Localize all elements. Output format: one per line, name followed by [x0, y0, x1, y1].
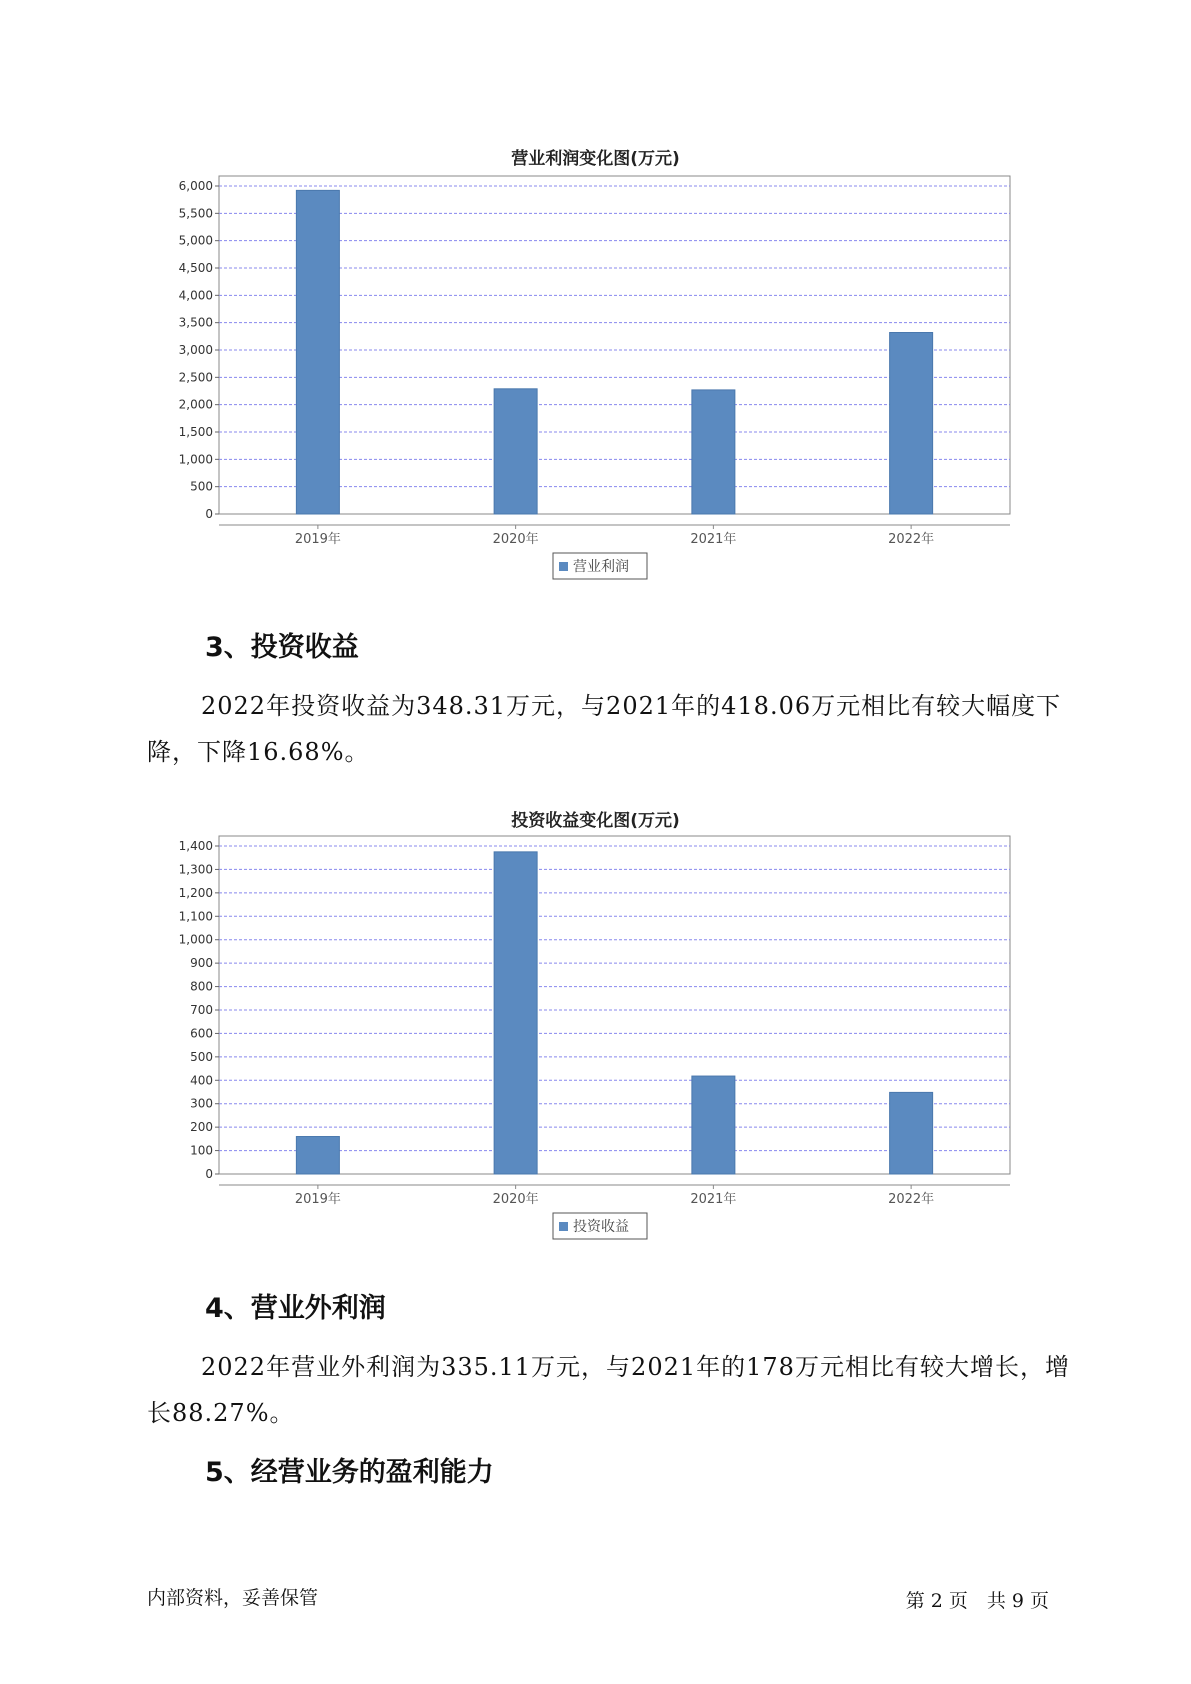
chart2-xtick-label: 2022年	[888, 1192, 935, 1207]
page-number	[903, 1586, 1052, 1613]
chart2-ytick-label: 1,200	[178, 885, 213, 900]
chart1-ytick-label: 2,000	[178, 397, 213, 412]
chart2-ytick-label: 400	[190, 1073, 213, 1088]
chart1-ytick-label: 500	[190, 479, 213, 494]
section-5-heading: 5、经营业务的盈利能力	[205, 1457, 494, 1488]
chart1-ytick-label: 3,500	[178, 315, 213, 330]
chart2-title: 投资收益变化图(万元)	[511, 811, 680, 831]
chart1-ytick-label: 6,000	[178, 179, 213, 193]
chart1-bar	[890, 333, 933, 514]
chart2-ytick-label: 1,000	[178, 932, 213, 947]
chart2-ytick-label: 1,400	[178, 839, 213, 853]
chart1-ytick-label: 4,000	[178, 288, 213, 303]
chart2-ytick-label: 1,300	[178, 862, 213, 877]
chart2-bar	[494, 852, 537, 1174]
chart1-xtick-label: 2022年	[888, 532, 935, 547]
chart1-xtick-label: 2020年	[492, 532, 539, 547]
chart2-ytick-label: 900	[190, 956, 213, 971]
chart2-ytick-label: 1,100	[178, 909, 213, 924]
chart1-bar	[296, 190, 339, 514]
chart2-ytick-label: 500	[190, 1049, 213, 1064]
chart2-ytick-label: 700	[190, 1003, 213, 1017]
chart2-ytick-label: 600	[190, 1026, 213, 1041]
chart2-ytick-label: 100	[190, 1143, 213, 1158]
chart1-legend-label: 营业利润	[573, 559, 629, 575]
chart2-bar	[890, 1092, 933, 1174]
chart1-ytick-label: 1,500	[178, 425, 213, 439]
investment-income-chart	[0, 830, 1191, 1290]
section-3-heading: 3、投资收益	[205, 632, 359, 663]
chart1-xtick-label: 2019年	[294, 532, 341, 547]
chart1-xtick-label: 2021年	[690, 532, 737, 547]
chart1-ytick-label: 3,000	[178, 343, 213, 357]
chart1-title: 营业利润变化图(万元)	[511, 149, 680, 169]
chart2-bar	[692, 1076, 735, 1174]
section-3-paragraph: 2022年投资收益为348.31万元，与2021年的418.06万元相比有较大幅度下降，下降16.68%。	[147, 692, 1062, 766]
chart1-ytick-label: 4,500	[178, 261, 213, 275]
page-prefix: 第	[905, 1590, 925, 1612]
chart2-xtick-label: 2019年	[294, 1192, 341, 1207]
chart1-bar	[692, 390, 735, 514]
chart2-ytick-label: 200	[190, 1120, 213, 1135]
page-mid: 页 共	[948, 1590, 1006, 1612]
chart2-ytick-label: 300	[190, 1096, 213, 1111]
chart2-xtick-label: 2020年	[492, 1192, 539, 1207]
page-total: 9	[1011, 1590, 1024, 1612]
section-4-heading: 4、营业外利润	[205, 1293, 386, 1324]
chart2-bar	[296, 1137, 339, 1174]
footer-confidential-note: 内部资料，妥善保管	[147, 1587, 319, 1609]
chart2-legend-label: 投资收益	[573, 1219, 629, 1235]
chart1-ytick-label: 2,500	[178, 370, 213, 385]
section-4-paragraph: 2022年营业外利润为335.11万元，与2021年的178万元相比有较大增长，增长88.27%。	[147, 1353, 1070, 1427]
chart1-bar	[494, 389, 537, 514]
chart2-ytick-label: 0	[205, 1167, 213, 1181]
chart2-legend	[553, 1213, 647, 1239]
chart1-ytick-label: 0	[205, 507, 213, 521]
chart2-legend-swatch	[559, 1222, 568, 1231]
chart1-ytick-label: 5,500	[178, 206, 213, 221]
chart2-xtick-label: 2021年	[690, 1192, 737, 1207]
chart1-ytick-label: 1,000	[178, 452, 213, 467]
page-suffix: 页	[1029, 1590, 1049, 1612]
chart2-ytick-label: 800	[190, 979, 213, 994]
chart1-legend-swatch	[559, 562, 568, 571]
chart1-legend	[553, 553, 647, 579]
operating-profit-chart	[0, 170, 1191, 630]
page-current: 2	[930, 1590, 943, 1612]
chart1-ytick-label: 5,000	[178, 233, 213, 248]
